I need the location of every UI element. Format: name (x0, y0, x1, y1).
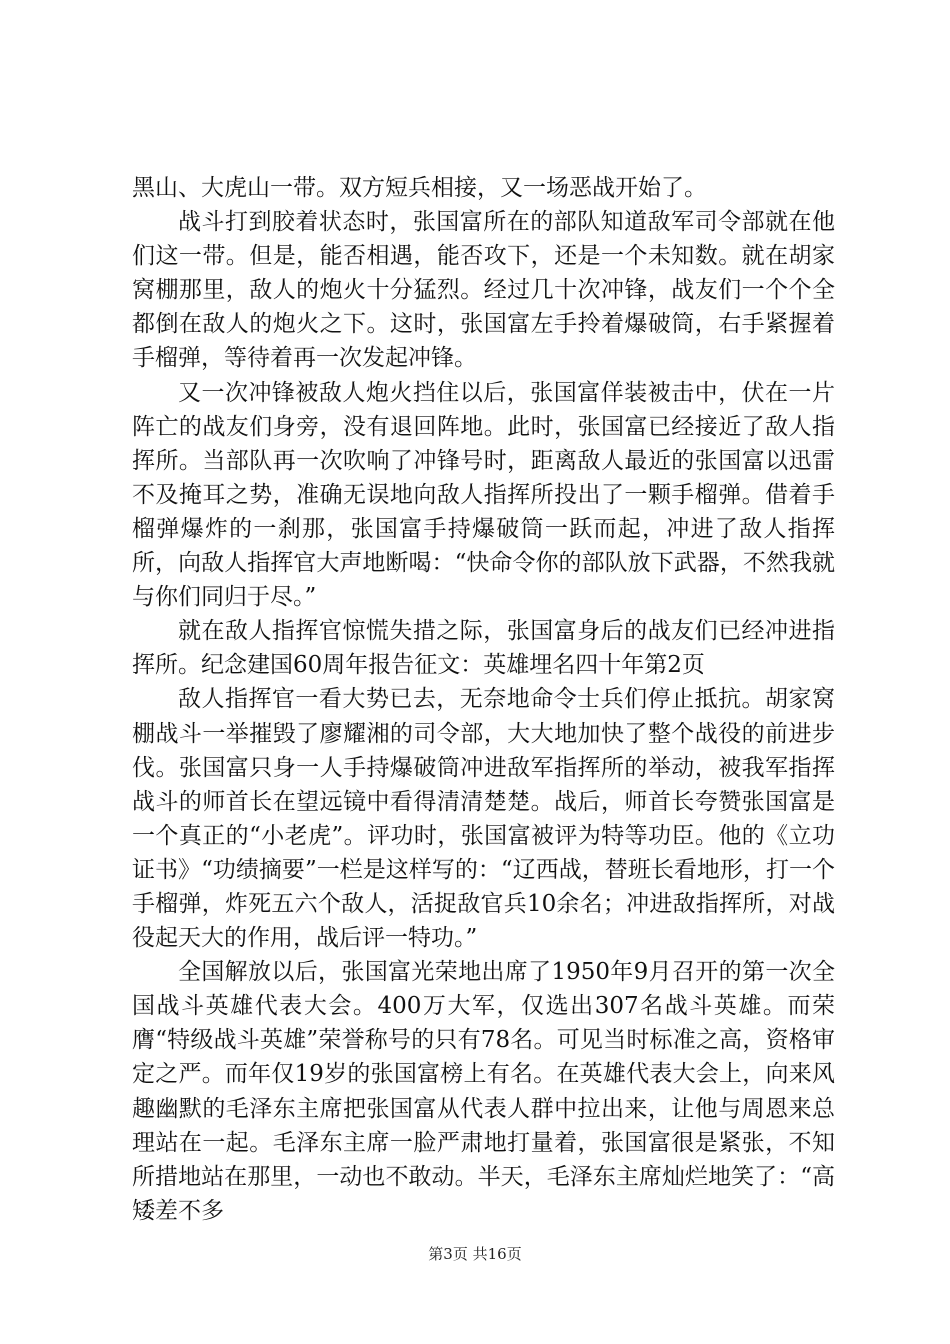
paragraph: 又一次冲锋被敌人炮火挡住以后，张国富佯装被击中，伏在一片阵亡的战友们身旁，没有退回阵地。此时，张国富已经接近了敌人指挥所。当部队再一次吹响了冲锋号时，距离敌人最近的张国富以迅雷不及掩耳之势，准确无误地向敌人指挥所投出了一颗手榴弹。借着手榴弹爆炸的一刹那，张国富手持爆破筒一跃而起，冲进了敌人指挥所，向敌人指挥官大声地断喝：“快命令你的部队放下武器，不然我就与你们同归于尽。” (132, 379, 835, 611)
paragraph: 黑山、大虎山一带。双方短兵相接，又一场恶战开始了。 (132, 175, 707, 201)
paragraph: 战斗打到胶着状态时，张国富所在的部队知道敌军司令部就在他们这一带。但是，能否相遇，能否攻下，还是一个未知数。就在胡家窝棚那里，敌人的炮火十分猛烈。经过几十次冲锋，战友们一个个全都倒在敌人的炮火之下。这时，张国富左手拎着爆破筒，右手紧握着手榴弹，等待着再一次发起冲锋。 (132, 209, 835, 372)
page-number-footer: 第3页 共16页 (428, 1245, 522, 1263)
paragraph: 全国解放以后，张国富光荣地出席了1950年9月召开的第一次全国战斗英雄代表大会。400万大军，仅选出307名战斗英雄。而荣膺“特级战斗英雄”荣誉称号的只有78名。可见当时标准之高，资格审定之严。而年仅19岁的张国富榜上有名。在英雄代表大会上，向来风趣幽默的毛泽东主席把张国富从代表人群中拉出来，让他与周恩来总理站在一起。毛泽东主席一脸严肃地打量着，张国富很是紧张，不知所措地站在那里，一动也不敢动。半天，毛泽东主席灿烂地笑了：“高矮差不多 (132, 959, 835, 1224)
paragraph: 就在敌人指挥官惊慌失措之际，张国富身后的战友们已经冲进指挥所。纪念建国60周年报告征文：英雄埋名四十年第2页 (132, 618, 835, 679)
paragraph: 敌人指挥官一看大势已去，无奈地命令士兵们停止抵抗。胡家窝棚战斗一举摧毁了廖耀湘的司令部，大大地加快了整个战役的前进步伐。张国富只身一人手持爆破筒冲进敌军指挥所的举动，被我军指挥战斗的师首长在望远镜中看得清清楚楚。战后，师首长夸赞张国富是一个真正的“小老虎”。评功时，张国富被评为特等功臣。他的《立功证书》“功绩摘要”一栏是这样写的：“辽西战，替班长看地形，打一个手榴弹，炸死五六个敌人，活捉敌官兵10余名；冲进敌指挥所，对战役起天大的作用，战后评一特功。” (132, 686, 835, 952)
document-body (132, 171, 835, 1228)
